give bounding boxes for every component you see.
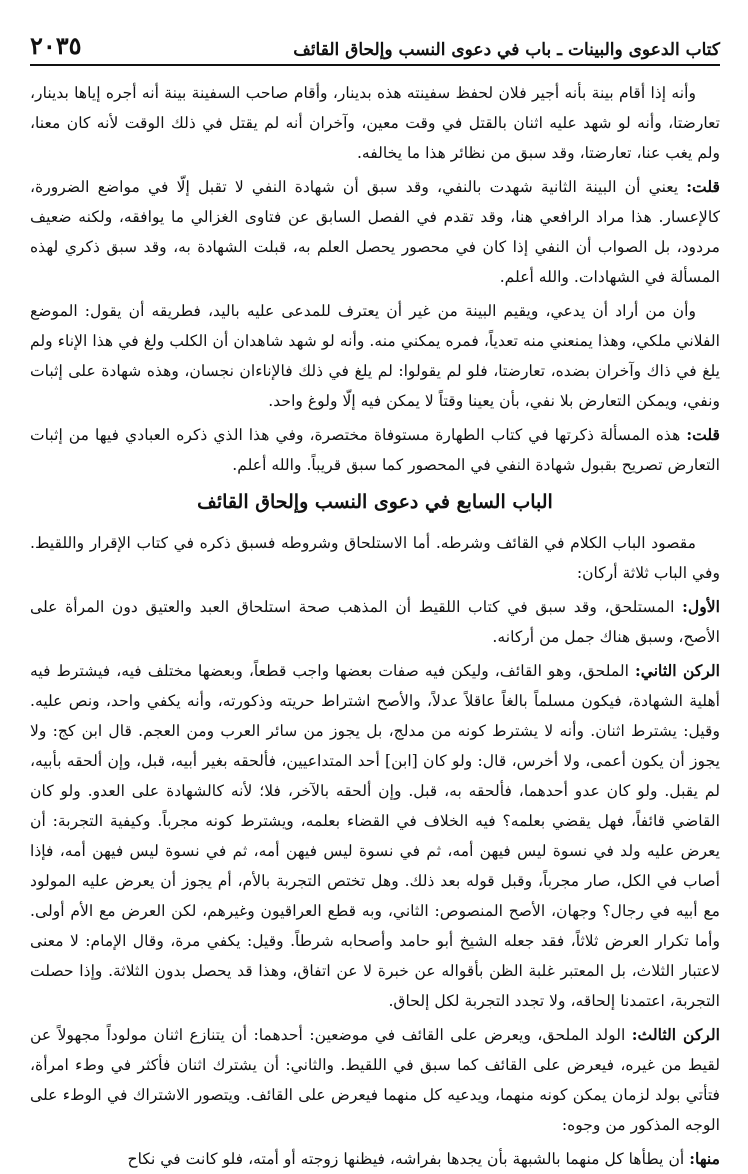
paragraph-qult: قلت: هذه المسألة ذكرتها في كتاب الطهارة مستوفاة مختصرة، وفي هذا الذي ذكره العبادي فيها من إثبات التعارض تصريح بقبول شهادة النفي في المحصور كما سبق قريباً. والله أعلم. (30, 425, 720, 474)
pillar-label: الأول: (682, 597, 720, 616)
page-number: ٢٠٣٥ (30, 31, 82, 60)
paragraph-pillar-1: الأول: المستلحق، وقد سبق في كتاب اللقيط أن المذهب صحة استلحاق العبد والعتيق دون المرأة على الأصح، وسبق هناك جمل من أركانه. (30, 597, 720, 646)
paragraph: مقصود الباب الكلام في القائف وشرطه. أما الاستلحاق وشروطه فسبق ذكره في كتاب الإقرار واللقيط. وفي الباب ثلاثة أركان: (30, 534, 720, 582)
pillar-label: الركن الثاني: (634, 661, 720, 680)
qult-label: قلت: (686, 425, 720, 444)
paragraph-qult: قلت: يعني أن البينة الثانية شهدت بالنفي، وقد سبق أن شهادة النفي لا تقبل إلّا في مواضع الضرورة، كالإعسار. هذا مراد الرافعي هنا، وقد تقدم في الفصل السابق عن فتاوى الغزالي ما يوافقه، ولكنه ضعيف مردود، بل الصواب أن النفي إذا كان في محصور يحصل العلم به، قبلت الشهادة به، وقد سبق ذكري لهذه المسألة في الشهادات. والله أعلم. (30, 177, 720, 286)
paragraph-pillar-3: الركن الثالث: الولد الملحق، ويعرض على القائف في موضعين: أحدهما: أن يتنازع اثنان مولوداً مجهولاً عن لقيط من غيره، فيعرض على القائف كما سبق في اللقيط. والثاني: أن يشترك اثنان فأكثر في وطء امرأة، فتأتي بولد لزمان يمكن كونه منهما، ويدعيه كل منهما فيعرض على القائف. ويتصور الاشتراك في الوطء على الوجه المذكور من وجوه: (30, 1025, 720, 1134)
paragraph: وأن من أراد أن يدعي، ويقيم البينة من غير أن يعترف للمدعى عليه باليد، فطريقه أن يقول: الموضع الفلاني ملكي، وهذا يمنعني منه تعدياً، فمره يمكني منه. وأنه لو شهد شاهدان أن الكلب ولغ في هذا الإناء ولم يلغ في ذاك وآخران بضده، تعارضتا، فلو لم يقولوا: لم يلغ في ذلك فالإناءان نجسان، وهذه شهادة على إثبات ونفي، ويمكن التعارض بلا نفي، بأن يعينا وقتاً لا يمكن فيه إلّا ولوغ واحد. (30, 302, 720, 410)
paragraph-pillar-2: الركن الثاني: الملحق، وهو القائف، وليكن فيه صفات بعضها واجب قطعاً، وبعضها مختلف فيه، فيشترط فيه أهلية الشهادة، فيكون مسلماً بالغاً عاقلاً عدلاً، والأصح اشتراط حريته وذكورته، وأنه يكفي واحد، ونص عليه. وقيل: يشترط اثنان. وأنه لا يشترط كونه من مدلج، بل يجوز من سائر العرب ومن العجم. قال ابن كج: ولا يجوز أن يكون أعمى، ولا أخرس، قال: ولو كان [ابن] أحد المتداعيين، فألحقه بغير أبيه، قبل، وإن ألحقه بأبيه، لم يقبل. ولو كان عدو أحدهما، فألحقه به، قبل. وإن ألحقه بالآخر، فلا؛ لأنه كالشهادة على العدو. ولو كان القاضي قائفاً، فهل يقضي بعلمه؟ فيه الخلاف في القضاء بعلمه، ويشترط كونه مجرباً. وكيفية التجربة: أن يعرض عليه ولد في نسوة ليس فيهن أمه، ثم في نسوة ليس فيهن أمه، ثم في نسوة ليس فيهن أمه، فإذا أصاب في الكل، صار مجرباً، وقبل قوله بعد ذلك. وهل تختص التجربة بالأم، أم يجوز أن يعرض عليه المولود مع أبيه في رجال؟ وجهان، الأصح المنصوص: الثاني، وبه قطع العراقيون وغيرهم، لكن العرض مع الأم أولى. وأما تكرار العرض ثلاثاً، فقد جعله الشيخ أبو حامد وأصحابه شرطاً. وقيل: يكفي مرة، وقال الإمام: لا معنى لاعتبار الثلاث، بل المعتبر غلبة الظن بأقواله عن خبرة لا عن اتفاق، وهذا قد يحصل بدون الثلاثة. وإذا حصلت التجربة، اعتمدنا إلحاقه، ولا تجدد التجربة لكل إلحاق. (30, 661, 720, 1010)
paragraph: وأنه إذا أقام بينة بأنه أجير فلان لحفظ سفينته هذه بدينار، وأقام صاحب السفينة بينة أنه أجره إياها بدينار، تعارضتا، وأنه لو شهد عليه اثنان بالقتل في وقت معين، وآخران أنه لم يقتل في ذلك الوقت لأنه كان معنا، ولم يغب عنا، تعارضتا، وقد سبق من نظائر هذا ما يخالفه. (30, 84, 721, 162)
chapter-title: الباب السابع في دعوى النسب وإلحاق القائف (197, 491, 553, 513)
paragraph: منها: أن يطأها كل منهما بالشبهة بأن يجدها بفراشه، فيظنها زوجته أو أمته، فلو كانت في نكاح (127, 1149, 720, 1168)
page-body (30, 66, 720, 1174)
running-title: كتاب الدعوى والبينات ـ باب في دعوى النسب وإلحاق القائف (293, 40, 720, 60)
book-page (30, 22, 721, 1168)
qult-label: قلت: (686, 177, 720, 196)
pillar-label: الركن الثالث: (631, 1025, 720, 1044)
page-header (30, 22, 720, 66)
